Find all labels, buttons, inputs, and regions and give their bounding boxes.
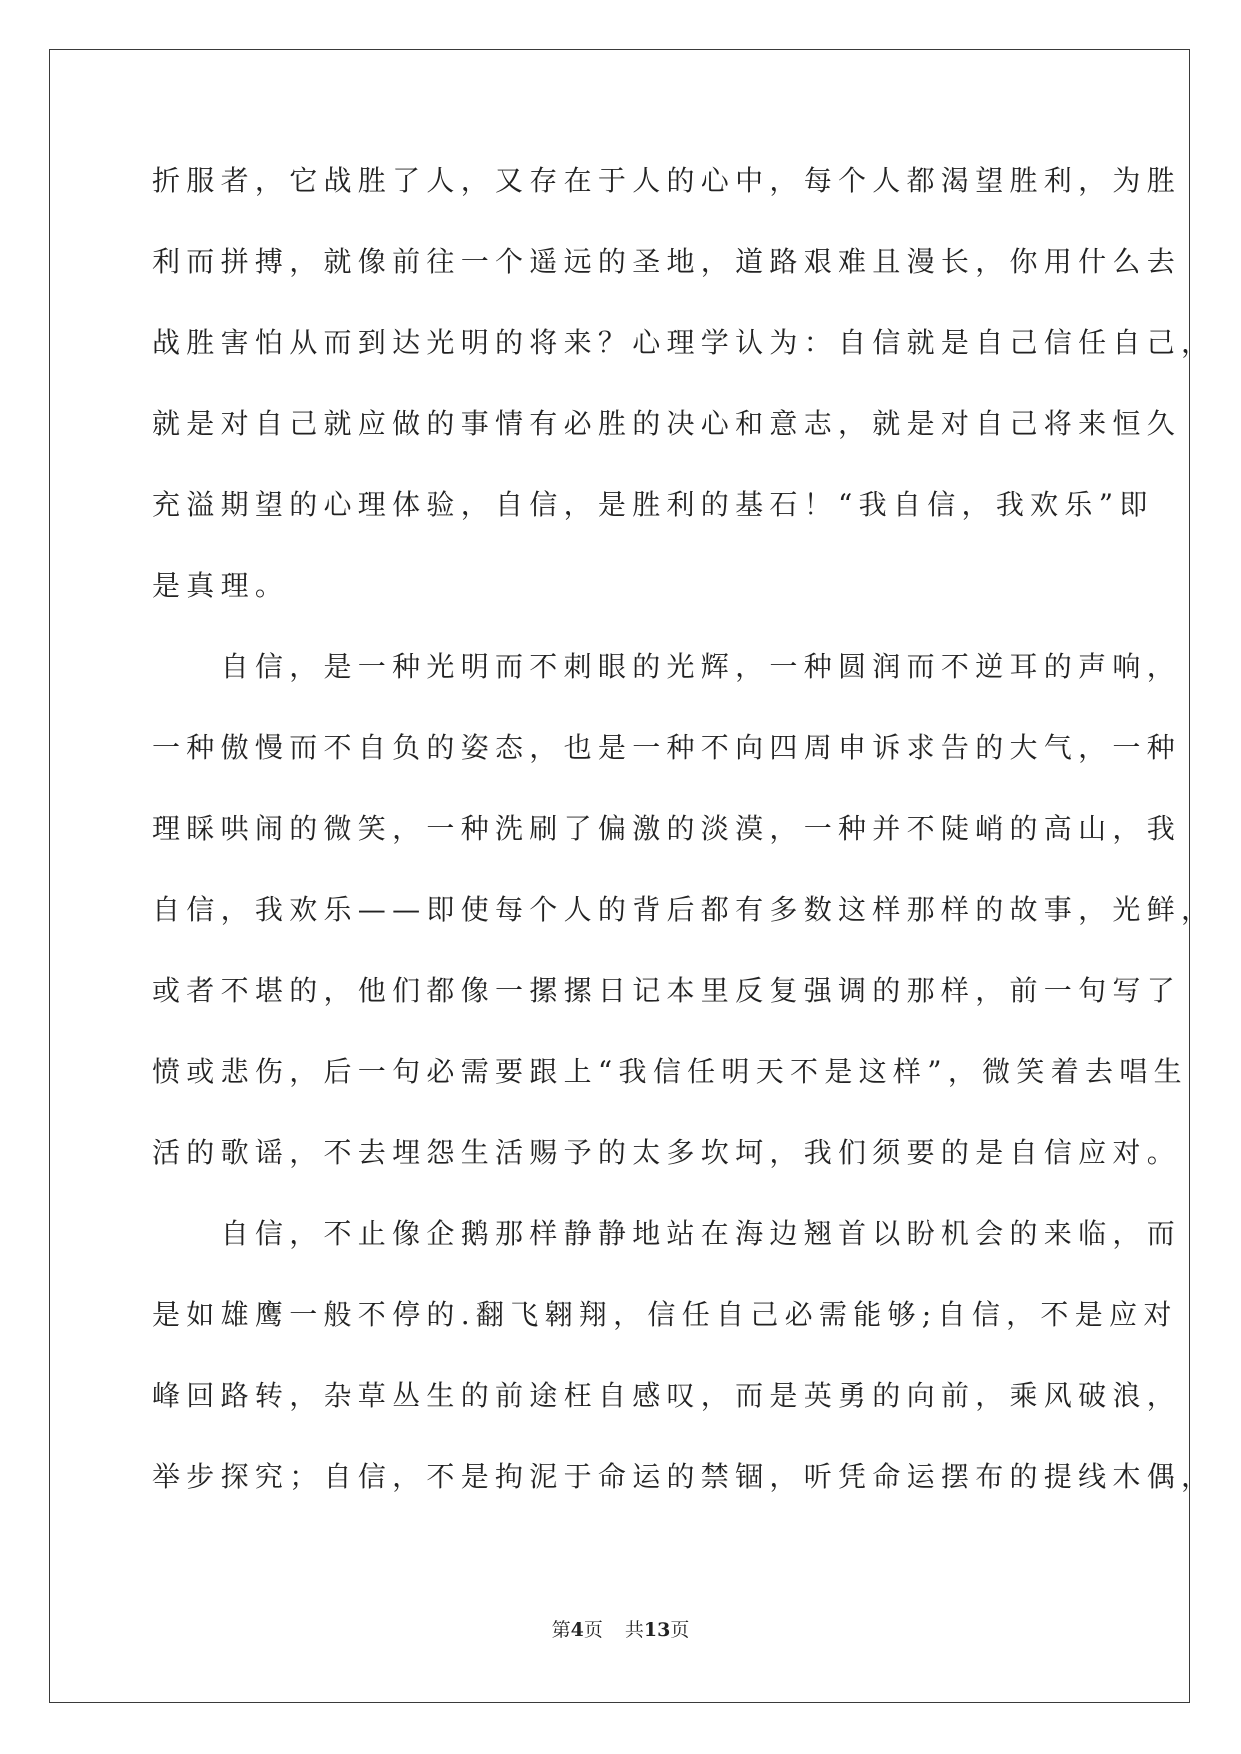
text-line: 或者不堪的，他们都像一摞摞日记本里反复强调的那样，前一句写了 bbox=[152, 974, 1182, 1007]
text-line: 理睬哄闹的微笑，一种洗刷了偏激的淡漠，一种并不陡峭的高山，我 bbox=[152, 812, 1182, 845]
text-line: 峰回路转，杂草丛生的前途枉自感叹，而是英勇的向前，乘风破浪， bbox=[152, 1379, 1182, 1412]
text-line: 利而拼搏，就像前往一个遥远的圣地，道路艰难且漫长，你用什么去 bbox=[152, 245, 1182, 278]
page-footer bbox=[0, 1619, 1241, 1641]
document-body bbox=[152, 163, 1216, 1540]
text-line: 充溢期望的心理体验，自信，是胜利的基石！“我自信，我欢乐”即 bbox=[152, 488, 1154, 521]
total-prefix: 共 bbox=[624, 1619, 644, 1641]
text-line: 折服者，它战胜了人，又存在于人的心中，每个人都渴望胜利，为胜 bbox=[152, 164, 1182, 197]
page-prefix: 第 bbox=[551, 1619, 571, 1641]
total-pages: 13 bbox=[643, 1619, 671, 1641]
text-line: 活的歌谣，不去埋怨生活赐予的太多坎坷，我们须要的是自信应对。 bbox=[152, 1136, 1182, 1169]
text-line: 举步探究；自信，不是拘泥于命运的禁锢，听凭命运摆布的提线木偶， bbox=[152, 1460, 1216, 1493]
text-line: 自信，不止像企鹅那样静静地站在海边翘首以盼机会的来临，而 bbox=[152, 1217, 1182, 1250]
text-line: 战胜害怕从而到达光明的将来？心理学认为：自信就是自己信任自己， bbox=[152, 326, 1216, 359]
text-line: 一种傲慢而不自负的姿态，也是一种不向四周申诉求告的大气，一种 bbox=[152, 731, 1182, 764]
total-suffix: 页 bbox=[670, 1619, 690, 1641]
text-line: 自信，我欢乐——即使每个人的背后都有多数这样那样的故事，光鲜， bbox=[152, 893, 1216, 926]
page-suffix: 页 bbox=[583, 1619, 603, 1641]
text-line: 就是对自己就应做的事情有必胜的决心和意志，就是对自己将来恒久 bbox=[152, 407, 1182, 440]
text-line: 是如雄鹰一般不停的.翻飞翱翔，信任自己必需能够;自信，不是应对 bbox=[152, 1298, 1178, 1331]
text-line: 自信，是一种光明而不刺眼的光辉，一种圆润而不逆耳的声响， bbox=[152, 650, 1182, 683]
page-number: 4 bbox=[570, 1619, 584, 1641]
text-line: 愤或悲伤，后一句必需要跟上“我信任明天不是这样”，微笑着去唱生 bbox=[152, 1055, 1188, 1088]
text-line: 是真理。 bbox=[152, 569, 290, 602]
